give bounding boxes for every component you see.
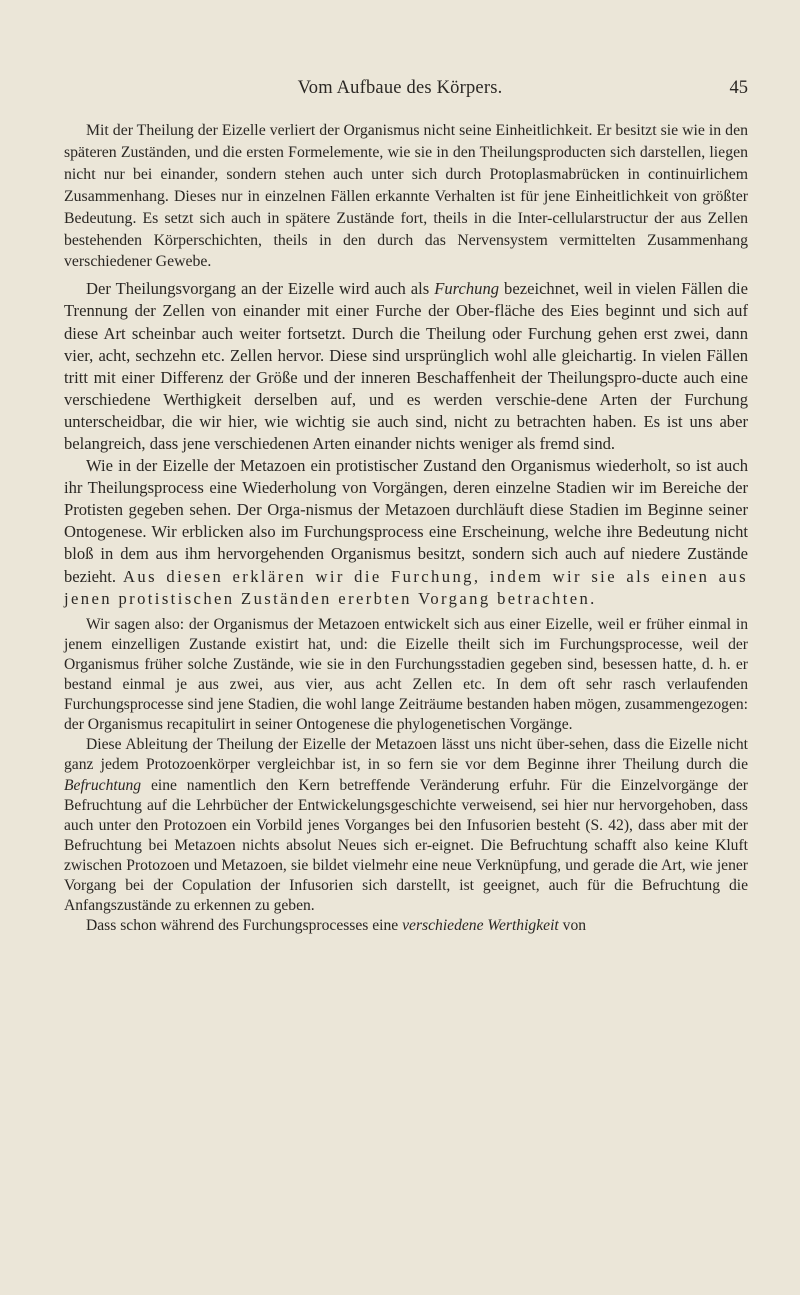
paragraph-5-emphasis: Befruchtung bbox=[64, 776, 142, 794]
running-head bbox=[0, 78, 800, 104]
section-3 bbox=[64, 615, 748, 937]
paragraph-5-text-a: Diese Ableitung der Theilung der Eizelle der Metazoen lässt uns nicht über-sehen, dass die Eizelle nicht ganz jedem Protozoenkörper vergleichbar ist, in so fern sie vor dem Beginne ihrer Theilung durch die bbox=[64, 736, 748, 774]
section-2 bbox=[64, 278, 748, 609]
paragraph-6 bbox=[64, 916, 748, 936]
paragraph-3-spaced-emphasis: Aus diesen erklären wir die Furchung, indem wir sie als einen aus jenen protistischen Zuständen ererbten Vorgang betrachten. bbox=[64, 566, 748, 608]
section-1 bbox=[64, 120, 748, 273]
paragraph-3-text-a: Wie in der Eizelle der Metazoen ein protistischer Zustand den Organismus wiederholt, so ist auch ihr Theilungsprocess eine Wiederholung von Vorgängen, deren einzelne Stadien wir im Bereiche der Protisten gegeben sehen. Der Orga-nismus der Metazoen durchläuft diese Stadien im Beginne seiner Ontogenese. Wir erblicken also im Furchungsprocess eine Erscheinung, welche ihre Bedeutung nicht bloß in dem aus ihm hervorgehenden Organismus besitzt, sondern sich auch auf niedere Zustände bezieht. bbox=[64, 456, 748, 586]
page-number: 45 bbox=[729, 78, 748, 98]
paragraph-4: Wir sagen also: der Organismus der Metazoen entwickelt sich aus einer Eizelle, weil er früher einmal in jenem einzelligen Zustande existirt hat, und: die Eizelle theilt sich im Furchungsprocesse, weil der Organismus früher solche Zustände, wie sie in den Furchungsstadien gegeben sind, besessen hatte, d. h. er bestand einmal je aus zwei, aus vier, aus acht Zellen etc. In dem oft sehr rasch verlaufenden Furchungsprocesse sind jene Stadien, die wohl lange Zeiträume bestanden haben mögen, zusammengezogen: der Organismus recapitulirt in seiner Ontogenese die phylogenetischen Vorgänge. bbox=[64, 615, 748, 734]
paragraph-3 bbox=[64, 455, 748, 610]
paragraph-2-text-a: Der Theilungsvorgang an der Eizelle wird auch als bbox=[86, 279, 435, 299]
paragraph-5-text-b: eine namentlich den Kern betreffende Veränderung erfuhr. Für die Einzelvorgänge der Befruchtung auf die Lehrbücher der Entwickelungsgeschichte verweisend, sei hier nur hervorgehoben, dass auch unter den Protozoen ein Vorbild jenes Vorganges bei den Infusorien besteht (S. 42), dass aber mit der Befruchtung bei Metazoen nichts absolut Neues sich er-eignet. Die Befruchtung schafft also keine Kluft zwischen Protozoen und Metazoen, sie bildet vielmehr eine neue Verknüpfung, und gerade die Art, wie jener Vorgang bei der Copulation der Infusorien sich darstellt, ist geeignet, auch für die Befruchtung die Anfangszustände zu erkennen zu geben. bbox=[64, 776, 748, 915]
paragraph-2 bbox=[64, 278, 748, 455]
paragraph-5 bbox=[64, 735, 748, 916]
paragraph-1: Mit der Theilung der Eizelle verliert der Organismus nicht seine Einheitlichkeit. Er besitzt sie wie in den späteren Zuständen, und die ersten Formelemente, wie sie in den Theilungsproducten sich darstellen, liegen nicht nur bei einander, sondern stehen auch unter sich durch Protoplasmabrücken in continuirlichem Zusammenhang. Dieses nur in einzelnen Fällen erkannte Verhalten ist für jene Einheitlichkeit von größter Bedeutung. Es setzt sich auch in spätere Zustände fort, theils in die Inter-cellularstructur der aus Zellen bestehenden Körperschichten, theils in den durch das Nervensystem vermittelten Zusammenhang verschiedener Gewebe. bbox=[64, 122, 748, 271]
paragraph-6-text-a: Dass schon während des Furchungsprocesses eine bbox=[86, 917, 403, 935]
paragraph-2-emphasis: Furchung bbox=[434, 279, 500, 299]
paragraph-6-emphasis: verschiedene Werthigkeit bbox=[402, 917, 559, 935]
paragraph-6-text-b: von bbox=[558, 917, 587, 935]
page-body bbox=[64, 120, 748, 936]
running-head-title: Vom Aufbaue des Körpers. bbox=[297, 78, 503, 98]
paragraph-2-text-b: bezeichnet, weil in vielen Fällen die Trennung der Zellen von einander mit einer Furche der Ober-fläche des Eies beginnt und sich auf diese Art scheinbar auch weiter fortsetzt. Durch die Theilung oder Furchung gehen erst zwei, dann vier, acht, sechzehn etc. Zellen hervor. Diese sind ursprünglich wohl alle gleichartig. In vielen Fällen tritt mit einer Differenz der Größe und der inneren Beschaffenheit der Theilungspro-ducte auch eine verschiedene Werthigkeit derselben auf, und es werden verschie-dene Arten der Furchung unterscheidbar, die wir hier, wie wichtig sie auch sind, nicht zu betrachten haben. Es ist uns aber belangreich, dass jene verschiedenen Arten einander nichts weniger als fremd sind. bbox=[64, 279, 748, 453]
